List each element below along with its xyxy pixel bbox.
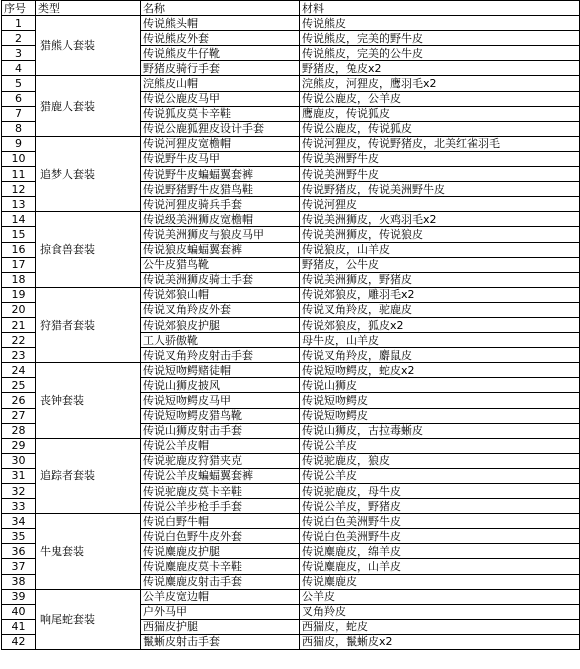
table-body bbox=[2, 1, 580, 650]
item-material: 传说麋鹿皮，绵羊皮 bbox=[300, 544, 580, 559]
item-name: 野猪皮骑行手套 bbox=[141, 61, 300, 76]
item-material: 传说公鹿皮，公羊皮 bbox=[300, 91, 580, 106]
item-name: 传说郊狼山帽 bbox=[141, 287, 300, 302]
row-number: 20 bbox=[2, 302, 36, 317]
item-name: 传说驼鹿皮狩猎夹克 bbox=[141, 453, 300, 468]
item-name: 浣熊皮山帽 bbox=[141, 76, 300, 91]
row-number: 21 bbox=[2, 317, 36, 332]
outfit-type: 猎熊人套装 bbox=[36, 16, 141, 76]
outfit-type: 追踪者套装 bbox=[36, 438, 141, 513]
header-name: 名称 bbox=[141, 1, 300, 16]
item-name: 传说山狮皮射击手套 bbox=[141, 423, 300, 438]
item-material: 野猪皮，公牛皮 bbox=[300, 257, 580, 272]
item-name: 传说野牛皮马甲 bbox=[141, 151, 300, 166]
item-material: 传说野猪皮，传说美洲野牛皮 bbox=[300, 182, 580, 197]
item-material: 传说熊皮，完美的野牛皮 bbox=[300, 31, 580, 46]
item-material: 叉角羚皮 bbox=[300, 604, 580, 619]
table-row bbox=[2, 212, 580, 227]
item-name: 传说山狮皮披风 bbox=[141, 378, 300, 393]
item-material: 传说河狸皮，传说野猪皮，北美红雀羽毛 bbox=[300, 136, 580, 151]
item-material: 传说熊皮，完美的公牛皮 bbox=[300, 46, 580, 61]
item-name: 传说狼皮蝙蝠翼套裤 bbox=[141, 242, 300, 257]
row-number: 35 bbox=[2, 529, 36, 544]
item-material: 传说美洲狮皮，传说狼皮 bbox=[300, 227, 580, 242]
item-material: 野猪皮，兔皮x2 bbox=[300, 61, 580, 76]
item-name: 传说白色野牛皮外套 bbox=[141, 529, 300, 544]
row-number: 36 bbox=[2, 544, 36, 559]
row-number: 34 bbox=[2, 514, 36, 529]
item-material: 传说郊狼皮，雕羽毛x2 bbox=[300, 287, 580, 302]
table-row bbox=[2, 514, 580, 529]
outfit-type: 牛鬼套装 bbox=[36, 514, 141, 589]
item-material: 传说白色美洲野牛皮 bbox=[300, 529, 580, 544]
item-name: 传说麋鹿皮护腿 bbox=[141, 544, 300, 559]
item-material: 传说驼鹿皮，母牛皮 bbox=[300, 484, 580, 499]
item-name: 公牛皮猎鸟靴 bbox=[141, 257, 300, 272]
item-name: 传说熊头帽 bbox=[141, 16, 300, 31]
item-material: 传说狼皮，山羊皮 bbox=[300, 242, 580, 257]
item-material: 传说公羊皮 bbox=[300, 438, 580, 453]
item-material: 传说麋鹿皮 bbox=[300, 574, 580, 589]
item-name: 传说美洲狮皮骑士手套 bbox=[141, 272, 300, 287]
item-name: 传说级美洲狮皮宽檐帽 bbox=[141, 212, 300, 227]
item-name: 传说狐皮莫卡辛鞋 bbox=[141, 106, 300, 121]
table-row bbox=[2, 363, 580, 378]
item-material: 公羊皮 bbox=[300, 589, 580, 604]
item-material: 传说熊皮 bbox=[300, 16, 580, 31]
item-material: 西猯皮，蛇皮 bbox=[300, 619, 580, 634]
item-name: 传说熊皮牛仔靴 bbox=[141, 46, 300, 61]
header-number: 序号 bbox=[2, 1, 36, 16]
row-number: 19 bbox=[2, 287, 36, 302]
row-number: 33 bbox=[2, 499, 36, 514]
row-number: 4 bbox=[2, 61, 36, 76]
table-row bbox=[2, 438, 580, 453]
row-number: 30 bbox=[2, 453, 36, 468]
outfit-type: 追梦人套装 bbox=[36, 136, 141, 211]
item-name: 传说叉角羚皮射击手套 bbox=[141, 348, 300, 363]
table-row bbox=[2, 287, 580, 302]
item-name: 公羊皮宽边帽 bbox=[141, 589, 300, 604]
row-number: 13 bbox=[2, 197, 36, 212]
item-name: 传说野猪野牛皮猎鸟鞋 bbox=[141, 182, 300, 197]
item-material: 浣熊皮，河狸皮，鹰羽毛x2 bbox=[300, 76, 580, 91]
item-name: 传说麋鹿皮射击手套 bbox=[141, 574, 300, 589]
item-material: 传说麋鹿皮，山羊皮 bbox=[300, 559, 580, 574]
row-number: 14 bbox=[2, 212, 36, 227]
outfit-type: 猎鹿人套装 bbox=[36, 76, 141, 136]
item-material: 传说山狮皮，古拉毒蜥皮 bbox=[300, 423, 580, 438]
row-number: 12 bbox=[2, 182, 36, 197]
item-name: 工人骄傲靴 bbox=[141, 333, 300, 348]
item-name: 西猯皮护腿 bbox=[141, 619, 300, 634]
row-number: 41 bbox=[2, 619, 36, 634]
row-number: 11 bbox=[2, 167, 36, 182]
item-name: 传说麋鹿皮莫卡辛鞋 bbox=[141, 559, 300, 574]
table-row bbox=[2, 76, 580, 91]
item-material: 传说叉角羚皮，麝鼠皮 bbox=[300, 348, 580, 363]
item-material: 传说公羊皮，野猪皮 bbox=[300, 499, 580, 514]
row-number: 16 bbox=[2, 242, 36, 257]
row-number: 26 bbox=[2, 393, 36, 408]
item-material: 传说郊狼皮，狐皮x2 bbox=[300, 317, 580, 332]
item-name: 传说美洲狮皮与狼皮马甲 bbox=[141, 227, 300, 242]
row-number: 3 bbox=[2, 46, 36, 61]
row-number: 5 bbox=[2, 76, 36, 91]
row-number: 10 bbox=[2, 151, 36, 166]
row-number: 17 bbox=[2, 257, 36, 272]
item-name: 传说公羊皮帽 bbox=[141, 438, 300, 453]
row-number: 39 bbox=[2, 589, 36, 604]
outfit-type: 丧钟套装 bbox=[36, 363, 141, 438]
row-number: 32 bbox=[2, 484, 36, 499]
table-row bbox=[2, 16, 580, 31]
spreadsheet bbox=[1, 0, 579, 650]
outfit-type: 响尾蛇套装 bbox=[36, 589, 141, 649]
item-material: 传说短吻鳄皮 bbox=[300, 408, 580, 423]
header-row bbox=[2, 1, 580, 16]
header-type: 类型 bbox=[36, 1, 141, 16]
item-name: 传说白野牛帽 bbox=[141, 514, 300, 529]
item-material: 传说短吻鳄皮，蛇皮x2 bbox=[300, 363, 580, 378]
item-material: 传说叉角羚皮，驼鹿皮 bbox=[300, 302, 580, 317]
row-number: 27 bbox=[2, 408, 36, 423]
row-number: 9 bbox=[2, 136, 36, 151]
item-material: 传说驼鹿皮，狼皮 bbox=[300, 453, 580, 468]
item-name: 传说短吻鳄皮猎鸟靴 bbox=[141, 408, 300, 423]
table-row bbox=[2, 589, 580, 604]
item-name: 传说郊狼皮护腿 bbox=[141, 317, 300, 332]
outfit-type: 掠食兽套装 bbox=[36, 212, 141, 287]
item-material: 传说山狮皮 bbox=[300, 378, 580, 393]
item-name: 传说公鹿狐狸皮设计手套 bbox=[141, 121, 300, 136]
row-number: 1 bbox=[2, 16, 36, 31]
item-name: 传说公羊步枪手手套 bbox=[141, 499, 300, 514]
item-material: 传说美洲狮皮，野猪皮 bbox=[300, 272, 580, 287]
row-number: 31 bbox=[2, 468, 36, 483]
item-material: 传说美洲狮皮，火鸡羽毛x2 bbox=[300, 212, 580, 227]
row-number: 37 bbox=[2, 559, 36, 574]
row-number: 40 bbox=[2, 604, 36, 619]
item-material: 传说白色美洲野牛皮 bbox=[300, 514, 580, 529]
row-number: 7 bbox=[2, 106, 36, 121]
row-number: 15 bbox=[2, 227, 36, 242]
row-number: 6 bbox=[2, 91, 36, 106]
row-number: 24 bbox=[2, 363, 36, 378]
row-number: 25 bbox=[2, 378, 36, 393]
outfit-materials-table bbox=[1, 0, 580, 650]
row-number: 8 bbox=[2, 121, 36, 136]
item-name: 传说公羊皮蝙蝠翼套裤 bbox=[141, 468, 300, 483]
item-name: 传说公鹿皮马甲 bbox=[141, 91, 300, 106]
row-number: 2 bbox=[2, 31, 36, 46]
item-name: 传说河狸皮宽檐帽 bbox=[141, 136, 300, 151]
row-number: 18 bbox=[2, 272, 36, 287]
item-material: 鹰鹿皮，传说狐皮 bbox=[300, 106, 580, 121]
row-number: 23 bbox=[2, 348, 36, 363]
item-name: 传说短吻鳄皮马甲 bbox=[141, 393, 300, 408]
item-material: 传说美洲野牛皮 bbox=[300, 167, 580, 182]
item-name: 传说熊皮外套 bbox=[141, 31, 300, 46]
item-material: 母牛皮，山羊皮 bbox=[300, 333, 580, 348]
table-row bbox=[2, 136, 580, 151]
item-material: 传说美洲野牛皮 bbox=[300, 151, 580, 166]
item-material: 传说公羊皮 bbox=[300, 468, 580, 483]
item-material: 传说河狸皮 bbox=[300, 197, 580, 212]
item-name: 传说驼鹿皮莫卡辛鞋 bbox=[141, 484, 300, 499]
item-material: 传说短吻鳄皮 bbox=[300, 393, 580, 408]
row-number: 42 bbox=[2, 634, 36, 649]
outfit-type: 狩猎者套装 bbox=[36, 287, 141, 362]
row-number: 22 bbox=[2, 333, 36, 348]
row-number: 29 bbox=[2, 438, 36, 453]
item-name: 传说河狸皮骑兵手套 bbox=[141, 197, 300, 212]
item-name: 传说短吻鳄赌徒帽 bbox=[141, 363, 300, 378]
item-name: 传说叉角羚皮外套 bbox=[141, 302, 300, 317]
item-material: 传说公鹿皮，传说狐皮 bbox=[300, 121, 580, 136]
row-number: 28 bbox=[2, 423, 36, 438]
item-name: 传说野牛皮蝙蝠翼套裤 bbox=[141, 167, 300, 182]
item-material: 西猯皮，鬣蜥皮x2 bbox=[300, 634, 580, 649]
row-number: 38 bbox=[2, 574, 36, 589]
item-name: 户外马甲 bbox=[141, 604, 300, 619]
header-material: 材料 bbox=[300, 1, 580, 16]
item-name: 鬣蜥皮射击手套 bbox=[141, 634, 300, 649]
